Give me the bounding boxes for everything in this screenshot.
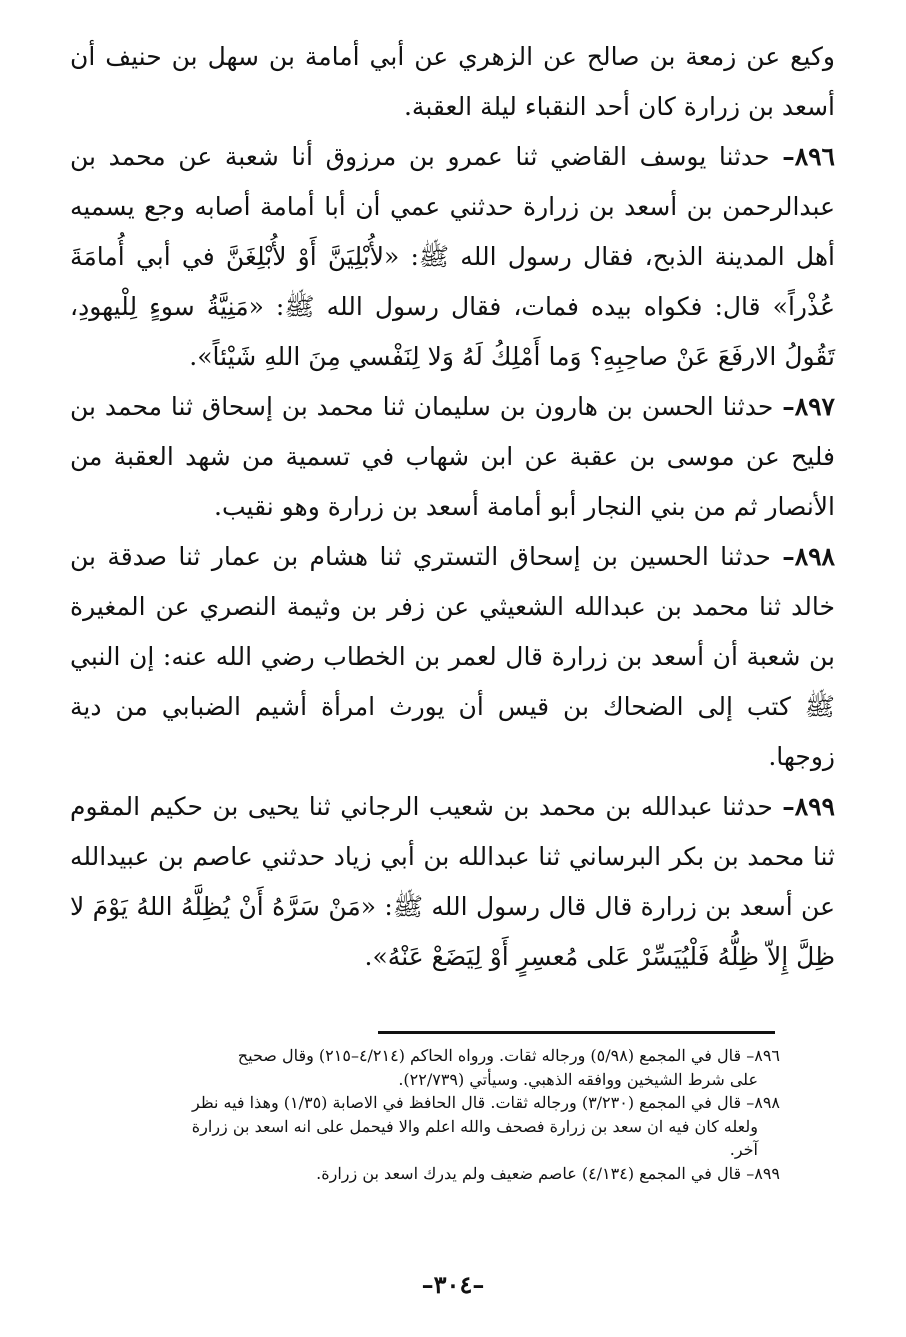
footnote-896-line1: ٨٩٦– قال في المجمع (٥/٩٨) ورجاله ثقات. ورواه الحاكم (٤/٢١٤–٢١٥) وقال صحيح: [237, 1046, 780, 1065]
hadith-898: [70, 532, 835, 782]
hadith-896: [70, 132, 835, 382]
footnote-898-line3: آخر.: [729, 1140, 758, 1159]
hadith-text: حدثنا الحسن بن هارون بن سليمان ثنا محمد بن إسحاق ثنا محمد بن فليح عن موسى بن عقبة عن ابن شهاب في تسمية من شهد العقبة من الأنصار ثم من بني النجار أبو أمامة أسعد بن زرارة وهو نقيب.: [70, 392, 835, 521]
hadith-number: ٨٩٦–: [782, 142, 835, 171]
hadith-number: ٨٩٨–: [782, 542, 835, 571]
footnote-898-line1: ٨٩٨– قال في المجمع (٣/٢٣٠) ورجاله ثقات. قال الحافظ في الاصابة (١/٣٥) وهذا فيه نظر: [192, 1093, 780, 1112]
main-text: [70, 32, 835, 982]
footnote-divider: [378, 1031, 775, 1034]
hadith-number: ٨٩٧–: [782, 392, 835, 421]
footnote-898-line2: ولعله كان فيه ان سعد بن زرارة فصحف والله اعلم والا فيحمل على انه اسعد بن زرارة: [191, 1116, 758, 1136]
hadith-text: حدثنا عبدالله بن محمد بن شعيب الرجاني ثنا يحيى بن حكيم المقوم ثنا محمد بن بكر البرساني ثنا عبدالله بن أبي زياد حدثني عاصم بن عبيدالله عن أسعد بن زرارة قال قال رسول الله ﷺ: «مَنْ سَرَّهُ أَنْ يُظِلَّهُ اللهُ يَوْمَ لا ظِلَّ إِلاّ ظِلُّهُ فَلْيُيَسِّرْ عَلى مُعسِرٍ أَوْ لِيَضَعْ عَنْهُ».: [70, 792, 835, 971]
footnote-896-line2: على شرط الشيخين ووافقه الذهبي. وسيأتي (٢٢/٧٣٩).: [398, 1069, 758, 1089]
footnote-899-line1: ٨٩٩– قال في المجمع (٤/١٣٤) عاصم ضعيف ولم يدرك اسعد بن زرارة.: [316, 1163, 780, 1183]
intro-paragraph: وكيع عن زمعة بن صالح عن الزهري عن أبي أمامة بن سهل بن حنيف أن أسعد بن زرارة كان أحد النقباء ليلة العقبة.: [70, 42, 835, 121]
footnotes: [100, 1044, 780, 1185]
page-number: –٣٠٤–: [421, 1270, 485, 1299]
hadith-number: ٨٩٩–: [782, 792, 835, 821]
hadith-899: [70, 782, 835, 982]
hadith-text: حدثنا يوسف القاضي ثنا عمرو بن مرزوق أنا شعبة عن محمد بن عبدالرحمن بن أسعد بن زرارة حدثني عمي أن أبا أمامة أصابه وجع يسميه أهل المدينة الذبح، فقال رسول الله ﷺ: «لأُبْلِيَنَّ أَوْ لأُبْلِغَنَّ في أبي أُمامَةَ عُذْراً» قال: فكواه بيده فمات، فقال رسول الله ﷺ: «مَنِيَّةُ سوءٍ لِلْيهودِ، تَقُولُ الارفَعَ عَنْ صاحِبِهِ؟ وَما أَمْلِكُ لَهُ وَلا لِنَفْسي مِنَ اللهِ شَيْئاً».: [70, 142, 835, 371]
hadith-897: [70, 382, 835, 532]
hadith-text: حدثنا الحسين بن إسحاق التستري ثنا هشام بن عمار ثنا صدقة بن خالد ثنا محمد بن عبدالله الشعيثي عن زفر بن وثيمة النصري عن المغيرة بن شعبة أن أسعد بن زرارة قال لعمر بن الخطاب رضي الله عنه: إن النبي ﷺ كتب إلى الضحاك بن قيس أن يورث امرأة أشيم الضبابي من دية زوجها.: [70, 542, 835, 771]
